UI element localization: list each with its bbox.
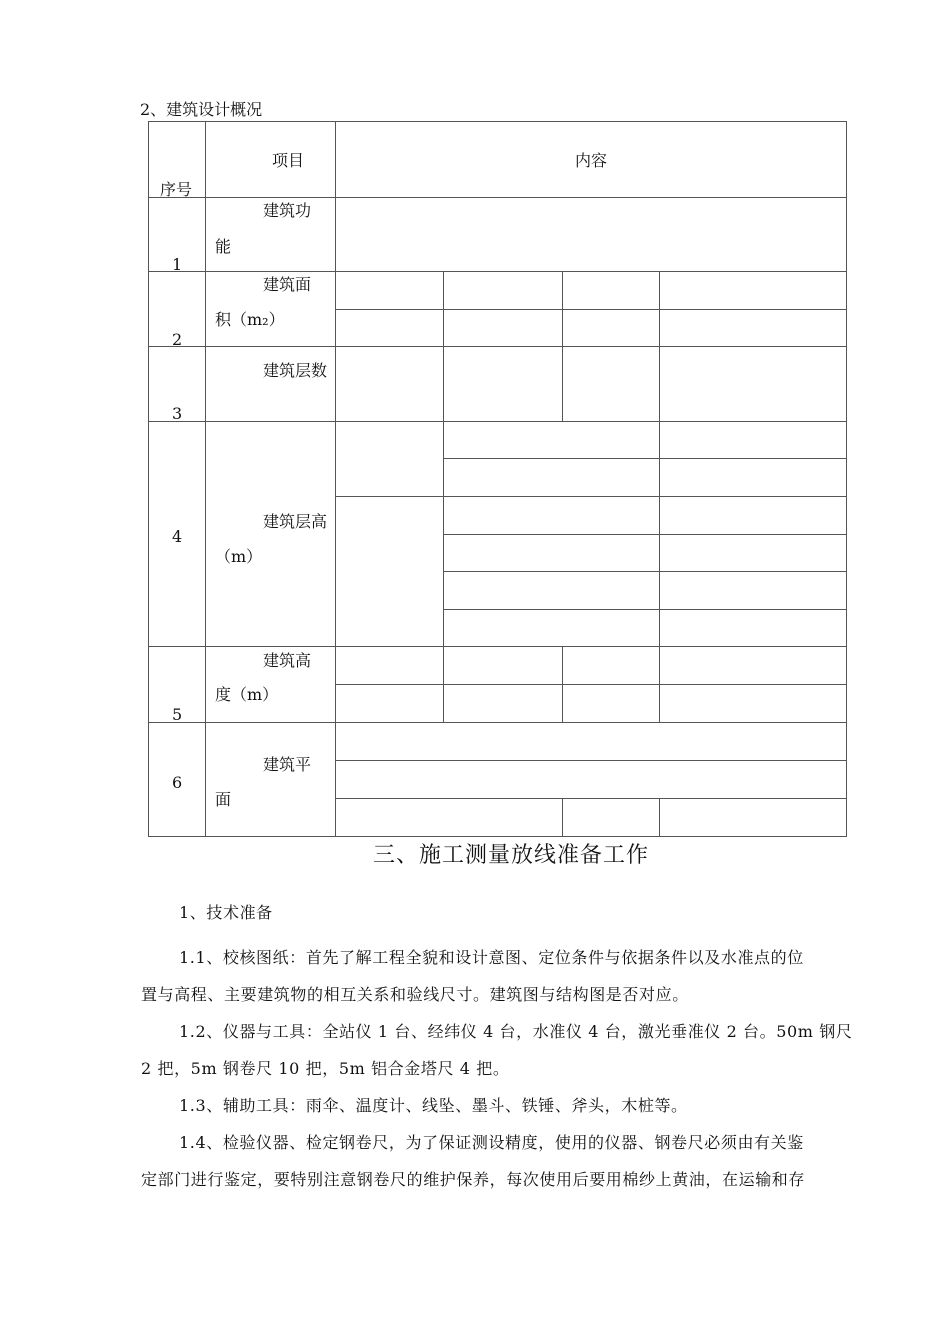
header-item: 项目 (272, 151, 305, 170)
table-border-left (148, 121, 149, 837)
sub-col-line (562, 346, 563, 422)
sub-col-line (562, 271, 563, 347)
paragraph-3-line-1: 1.3、辅助工具：雨伞、温度计、线坠、墨斗、铁锤、斧头，木桩等。 (179, 1096, 688, 1115)
sub-row-line (443, 496, 847, 497)
row-line (148, 271, 847, 272)
row-6-item: 建筑平 (263, 755, 312, 774)
row-1-no: 1 (172, 255, 183, 274)
row-5-item: 建筑高 (263, 651, 312, 670)
row-line (148, 646, 847, 647)
row-5-item-cont: 度（m） (215, 685, 279, 704)
sub-col-line (443, 346, 444, 422)
row-5-no: 5 (172, 705, 183, 724)
row-1-item-cont: 能 (215, 237, 232, 256)
row-line (148, 421, 847, 422)
paragraph-2-line-2: 2 把，5m 钢卷尺 10 把，5m 铝合金塔尺 4 把。 (141, 1059, 510, 1078)
sub-row-line (335, 798, 847, 799)
paragraph-2-line-1: 1.2、仪器与工具：全站仪 1 台、经纬仪 4 台，水准仪 4 台，激光垂准仪 2 台。50m 钢尺 (179, 1022, 853, 1041)
sub-row-line (335, 309, 847, 310)
sub-col-line (443, 271, 444, 347)
sub-row-line (443, 534, 847, 535)
sub-col-line (562, 798, 563, 837)
subsection-title: 1、技术准备 (179, 903, 273, 922)
col-line-no (205, 121, 206, 837)
section-title: 2、建筑设计概况 (140, 100, 263, 119)
row-1-item: 建筑功 (263, 201, 312, 220)
sub-row-line (335, 760, 847, 761)
row-line (148, 197, 847, 198)
row-6-no: 6 (172, 773, 183, 792)
col-line-item (335, 121, 336, 837)
paragraph-1-line-1: 1.1、校核图纸：首先了解工程全貌和设计意图、定位条件与依据条件以及水准点的位 (179, 948, 804, 967)
sub-row-line (335, 496, 444, 497)
header-content: 内容 (575, 151, 608, 170)
table-border-bottom (148, 836, 847, 837)
row-6-item-cont: 面 (215, 790, 232, 809)
row-line (148, 346, 847, 347)
sub-col-line (562, 646, 563, 723)
row-line (148, 722, 847, 723)
table-border-right (846, 121, 847, 837)
paragraph-4-line-1: 1.4、检验仪器、检定钢卷尺，为了保证测设精度，使用的仪器、钢卷尺必须由有关鉴 (179, 1133, 804, 1152)
sub-col-line (659, 271, 660, 347)
table-border-top (148, 121, 847, 122)
sub-col-line (659, 346, 660, 422)
sub-row-line (335, 684, 847, 685)
paragraph-4-line-2: 定部门进行鉴定，要特别注意钢卷尺的维护保养，每次使用后要用棉纱上黄油，在运输和存 (141, 1170, 806, 1189)
chapter-heading: 三、施工测量放线准备工作 (373, 843, 650, 868)
sub-row-line (443, 571, 847, 572)
row-4-no: 4 (172, 527, 183, 546)
row-2-item-cont: 积（m₂） (215, 310, 285, 329)
row-2-item: 建筑面 (263, 275, 312, 294)
row-4-item-cont: （m） (215, 547, 263, 566)
header-no: 序号 (160, 180, 193, 199)
row-3-item: 建筑层数 (263, 361, 328, 380)
row-3-no: 3 (172, 404, 183, 423)
sub-col-line (659, 646, 660, 723)
sub-col-line (659, 798, 660, 837)
paragraph-1-line-2: 置与高程、主要建筑物的相互关系和验线尺寸。建筑图与结构图是否对应。 (141, 985, 689, 1004)
row-2-no: 2 (172, 330, 183, 349)
sub-row-line (443, 609, 847, 610)
sub-row-line (443, 458, 847, 459)
row-4-item: 建筑层高 (263, 512, 328, 531)
sub-col-line (443, 646, 444, 723)
